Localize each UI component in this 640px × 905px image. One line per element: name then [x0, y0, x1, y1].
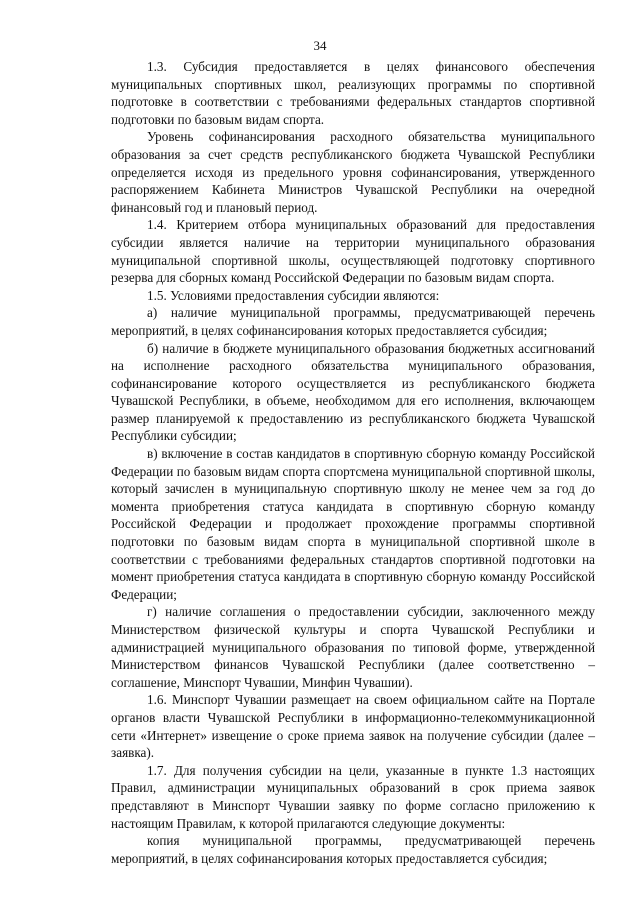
paragraph-1-3: 1.3. Субсидия предоставляется в целях финансового обеспечения муниципальных спортивных школ, реализующих программы по спортивной подготовке в соответствии с требованиями федеральных стандартов спортивной подготовки по базовым видам спорта.	[111, 59, 595, 127]
paragraph-1-6: 1.6. Минспорт Чувашии размещает на своем официальном сайте на Портале органов власти Чувашской Республики в информационно-телекоммуникационной сети «Интернет» извещение о сроке приема заявок на получение субсидии (далее – заявка).	[111, 692, 595, 761]
document-body	[111, 58, 595, 867]
paragraph-1-5: 1.5. Условиями предоставления субсидии являются:	[147, 287, 440, 303]
paragraph-1-7: 1.7. Для получения субсидии на цели, указанные в пункте 1.3 настоящих Правил, администрации муниципальных образований в срок приема заявок представляют в Минспорт Чувашии заявку по форме согласно приложению к настоящим Правилам, к которой прилагаются следующие документы:	[111, 762, 595, 831]
paragraph-1-5-a: а) наличие муниципальной программы, предусматривающей перечень мероприятий, в целях софинансирования которых предоставляется субсидия;	[111, 305, 595, 338]
paragraph-cofinancing-level: Уровень софинансирования расходного обязательства муниципального образования за счет средств республиканского бюджета Чувашской Республики определяется исходя из предельного уровня софинансирования, утвержденного распоряжением Кабинета Министров Чувашской Республики на очередной финансовый год и плановый период.	[111, 129, 595, 215]
paragraph-1-5-v: в) включение в состав кандидатов в спортивную сборную команду Российской Федерации по базовым видам спорта спортсмена муниципальной спортивной школы, который зачислен в муниципальную спортивную школу не менее чем за год до момента приобретения статуса кандидата в спортивную сборную команду Российской Федерации и продолжает прохождение программы спортивной подготовки по базовым видам спорта в муниципальной спортивной школе в соответствии с требованиями федеральных стандартов спортивной подготовки на момент приобретения статуса кандидата в спортивную сборную команду Российской Федерации;	[111, 446, 595, 602]
paragraph-1-4: 1.4. Критерием отбора муниципальных образований для предоставления субсидии является наличие на территории муниципального образования муниципальной спортивной школы, осуществляющей подготовку спортивного резерва для сборных команд Российской Федерации по базовым видам спорта.	[111, 217, 595, 286]
page-number: 34	[313, 38, 327, 53]
paragraph-1-5-g: г) наличие соглашения о предоставлении субсидии, заключенного между Министерством физической культуры и спорта Чувашской Республики и администрацией муниципального образования по типовой форме, утвержденной Министерством финансов Чувашской Республики (далее соответственно – соглашение, Минспорт Чувашии, Минфин Чувашии).	[111, 604, 595, 690]
paragraph-program-copy: копия муниципальной программы, предусматривающей перечень мероприятий, в целях софинансирования которых предоставляется субсидия;	[111, 833, 595, 866]
paragraph-1-5-b: б) наличие в бюджете муниципального образования бюджетных ассигнований на исполнение расходного обязательства муниципального образования, софинансирование которого осуществляется из республиканского бюджета Чувашской Республики, в объеме, необходимом для его исполнения, включающем размер планируемой к предоставлению из республиканского бюджета Чувашской Республики субсидии;	[111, 340, 595, 444]
